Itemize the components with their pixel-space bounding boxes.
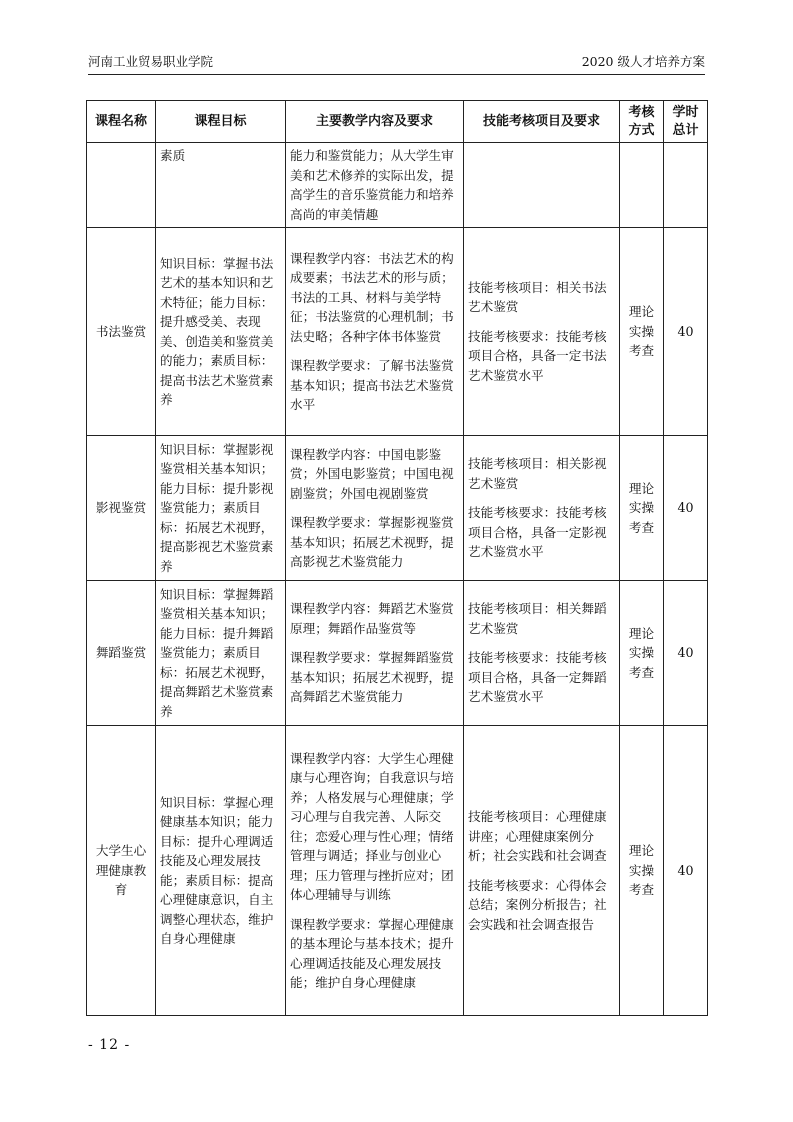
table-row <box>87 228 708 436</box>
skill-item: 技能考核项目：相关书法艺术鉴赏 <box>468 279 607 315</box>
col-header-goal: 课程目标 <box>156 101 286 143</box>
course-goal: 知识目标：掌握影视鉴赏相关基本知识；能力目标：提升影视鉴赏能力；素质目标：拓展艺术视野，提高影视艺术鉴赏素养 <box>156 436 286 581</box>
assessment-method: 理论实操考查 <box>620 228 664 436</box>
skill-item: 技能考核项目：相关影视艺术鉴赏 <box>468 456 607 491</box>
skill-assessment <box>464 436 620 581</box>
col-header-skill: 技能考核项目及要求 <box>464 101 620 143</box>
content-intro: 课程教学内容：舞蹈艺术鉴赏原理；舞蹈作品鉴赏等 <box>290 601 454 636</box>
course-goal: 素质 <box>156 143 286 228</box>
total-hours: 40 <box>664 228 708 436</box>
skill-item: 技能考核项目：相关舞蹈艺术鉴赏 <box>468 601 607 636</box>
skill-item: 技能考核项目：心理健康讲座；心理健康案例分析；社会实践和社会调查 <box>468 809 607 863</box>
total-hours: 40 <box>664 436 708 581</box>
course-content <box>286 228 464 436</box>
curriculum-table <box>86 100 708 1016</box>
content-intro: 课程教学内容：中国电影鉴赏；外国电影鉴赏；中国电视剧鉴赏；外国电视剧鉴赏 <box>290 446 454 501</box>
table-row <box>87 581 708 726</box>
skill-requirement: 技能考核要求：技能考核项目合格，具备一定书法艺术鉴赏水平 <box>468 328 607 383</box>
header-institution: 河南工业贸易职业学院 <box>88 54 214 69</box>
col-header-name: 课程名称 <box>87 101 156 143</box>
table-row <box>87 143 708 228</box>
header-doc-title: 2020 级人才培养方案 <box>581 54 705 69</box>
skill-assessment <box>464 726 620 1016</box>
course-name: 影视鉴赏 <box>87 436 156 581</box>
skill-assessment <box>464 143 620 228</box>
total-hours <box>664 143 708 228</box>
course-content <box>286 436 464 581</box>
content-requirement: 课程教学要求：掌握影视鉴赏基本知识；拓展艺术视野，提高影视艺术鉴赏能力 <box>290 515 454 569</box>
content-requirement: 课程教学要求：了解书法鉴赏基本知识；提高书法艺术鉴赏水平 <box>290 358 454 412</box>
course-name <box>87 143 156 228</box>
content-requirement: 课程教学要求：掌握舞蹈鉴赏基本知识；拓展艺术视野，提高舞蹈艺术鉴赏能力 <box>290 650 454 705</box>
content-intro: 课程教学内容：大学生心理健康与心理咨询；自我意识与培养；人格发展与心理健康；学习心理与自我完善、人际交往；恋爱心理与性心理；情绪管理与调适；择业与创业心理；压力管理与挫折应对；团体心理辅导与训练 <box>290 750 454 902</box>
skill-requirement: 技能考核要求：心得体会总结；案例分析报告；社会实践和社会调查报告 <box>468 877 607 932</box>
assessment-method <box>620 143 664 228</box>
col-header-method: 考核 方式 <box>620 101 664 143</box>
total-hours: 40 <box>664 726 708 1016</box>
course-goal: 知识目标：掌握书法艺术的基本知识和艺术特征；能力目标：提升感受美、表现美、创造美和鉴赏美的能力；素质目标：提高书法艺术鉴赏素养 <box>156 228 286 436</box>
table-row <box>87 436 708 581</box>
table-row <box>87 726 708 1016</box>
course-content: 能力和鉴赏能力；从大学生审美和艺术修养的实际出发，提高学生的音乐鉴赏能力和培养高尚的审美情趣 <box>286 143 464 228</box>
total-hours: 40 <box>664 581 708 726</box>
table-header-row <box>87 101 708 143</box>
assessment-method: 理论实操考查 <box>620 726 664 1016</box>
course-name: 书法鉴赏 <box>87 228 156 436</box>
course-goal: 知识目标：掌握心理健康基本知识；能力目标：提升心理调适技能及心理发展技能；素质目标：提高心理健康意识，自主调整心理状态，维护自身心理健康 <box>156 726 286 1016</box>
skill-requirement: 技能考核要求：技能考核项目合格，具备一定舞蹈艺术鉴赏水平 <box>468 650 607 705</box>
page-header <box>88 52 705 75</box>
course-content <box>286 726 464 1016</box>
col-header-hours: 学时 总计 <box>664 101 708 143</box>
skill-assessment <box>464 581 620 726</box>
skill-assessment <box>464 228 620 436</box>
content-requirement: 课程教学要求：掌握心理健康的基本理论与基本技术；提升心理调适技能及心理发展技能；维护自身心理健康 <box>290 916 454 990</box>
course-name: 大学生心理健康教育 <box>87 726 156 1016</box>
page-number: - 12 - <box>88 1037 131 1053</box>
course-goal: 知识目标：掌握舞蹈鉴赏相关基本知识；能力目标：提升舞蹈鉴赏能力；素质目标：拓展艺术视野，提高舞蹈艺术鉴赏素养 <box>156 581 286 726</box>
content-intro: 课程教学内容：书法艺术的构成要素；书法艺术的形与质；书法的工具、材料与美学特征；书法鉴赏的心理机制；书法史略；各种字体书体鉴赏 <box>290 250 454 344</box>
col-header-content: 主要教学内容及要求 <box>286 101 464 143</box>
assessment-method: 理论实操考查 <box>620 581 664 726</box>
course-content <box>286 581 464 726</box>
skill-requirement: 技能考核要求：技能考核项目合格，具备一定影视艺术鉴赏水平 <box>468 505 607 560</box>
assessment-method: 理论实操考查 <box>620 436 664 581</box>
course-name: 舞蹈鉴赏 <box>87 581 156 726</box>
